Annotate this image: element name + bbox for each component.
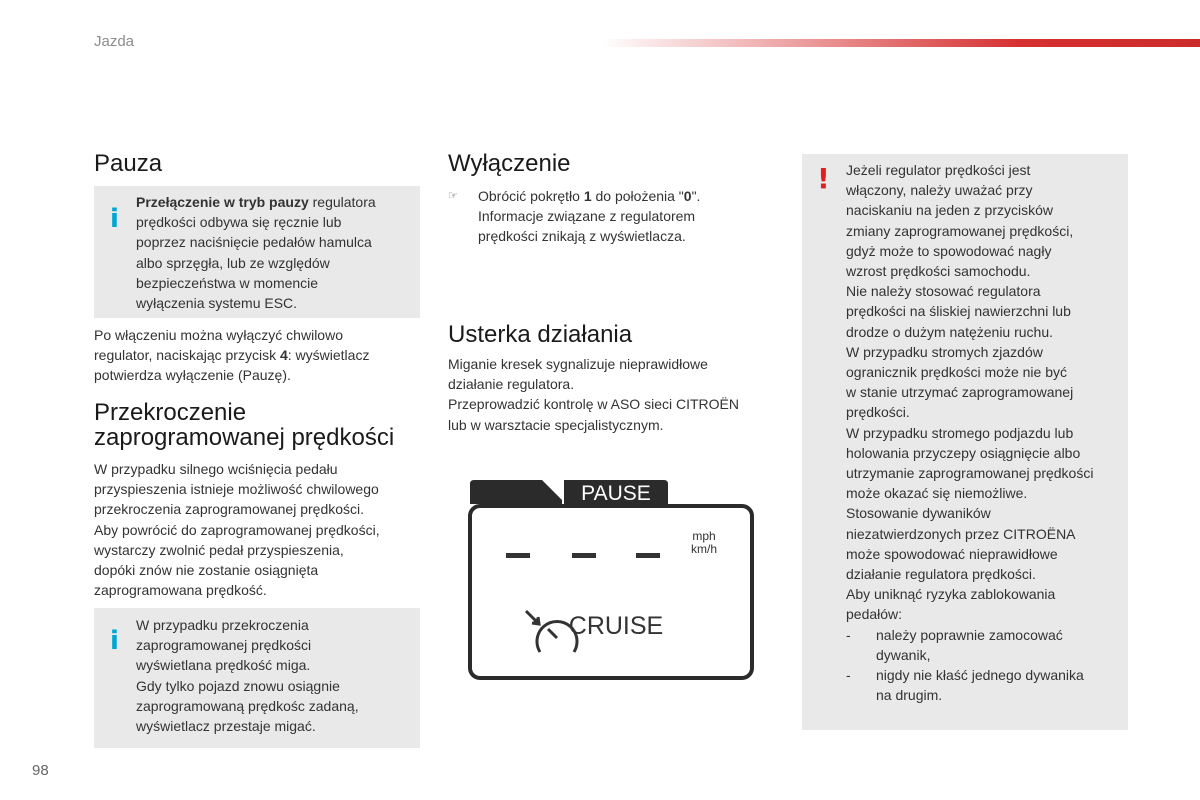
warning-line: może spowodować nieprawidłowe [846, 545, 1058, 562]
text-line: dopóki znów nie zostanie osiągnięta [94, 562, 319, 579]
paragraph-przekroczenie [94, 459, 424, 600]
dash-mark [636, 553, 660, 558]
text-line: lub w warsztacie specjalistycznym. [448, 416, 664, 433]
unit-mph: mph [692, 529, 716, 543]
paragraph-pause [94, 325, 424, 386]
text-line: Informacje związane z regulatorem [478, 208, 696, 225]
text-line: Miganie kresek sygnalizuje nieprawidłowe [448, 356, 708, 372]
warning-line: włączony, należy uważać przy [846, 182, 1033, 199]
display-tab-left [470, 480, 562, 504]
text-span: regulator, naciskając przycisk [94, 347, 280, 364]
warning-line: prędkości. [846, 404, 910, 421]
info-text-overspeed [136, 615, 416, 736]
info-line: bezpieczeństwa w momencie [136, 274, 319, 291]
text-line: potwierdza wyłączenie (Pauzę). [94, 367, 291, 384]
info-line: Gdy tylko pojazd znowu osiągnie [136, 677, 340, 694]
list-line: należy poprawnie zamocować [876, 626, 1063, 643]
info-line: poprzez naciśnięcie pedałów hamulca [136, 234, 372, 251]
text-line: zaprogramowana prędkość. [94, 582, 267, 599]
knob-number: 1 [583, 188, 592, 204]
warning-icon: ! [817, 162, 830, 195]
heading-line: Przekroczenie [94, 399, 247, 426]
warning-line: W przypadku stromych zjazdów [846, 343, 1043, 360]
warning-line: pedałów: [846, 606, 903, 623]
warning-line: drodze o dużym natężeniu ruchu. [846, 323, 1054, 340]
text-line: Przeprowadzić kontrolę w ASO sieci CITROËN [448, 396, 739, 413]
info-box-pause [94, 186, 420, 318]
info-text-pause [136, 192, 416, 313]
info-bold-text: Przełączenie w tryb pauzy [136, 194, 309, 210]
warning-line: zmiany zaprogramowanej prędkości, [846, 222, 1074, 239]
bullet-text [478, 186, 778, 247]
text-line: przyspieszenia istnieje możliwość chwilowego [94, 481, 379, 498]
warning-line: Aby uniknąć ryzyka zablokowania [846, 586, 1056, 603]
header-accent-bar [600, 39, 1200, 47]
page-number: 98 [32, 762, 49, 779]
list-line: dywanik, [876, 646, 931, 663]
text-span: : wyświetlacz [287, 347, 370, 364]
warning-line: w stanie utrzymać zaprogramowanej [846, 384, 1074, 401]
text-line: przekroczenia zaprogramowanej prędkości. [94, 501, 365, 518]
pointing-hand-icon: ☞ [448, 190, 458, 202]
heading-usterka: Usterka działania [448, 321, 633, 348]
info-line: albo sprzęgła, lub ze względów [136, 254, 330, 271]
warning-box [802, 154, 1128, 730]
text-line: prędkości znikają z wyświetlacza. [478, 228, 686, 245]
info-line: W przypadku przekroczenia [136, 617, 309, 633]
text-line: wystarczy zwolnić pedał przyspieszenia, [94, 541, 344, 558]
info-text-rest: regulatora [308, 194, 376, 210]
button-number: 4 [279, 347, 288, 364]
pause-label: PAUSE [581, 482, 651, 505]
text-line: W przypadku silnego wciśnięcia pedału [94, 461, 338, 477]
warning-line: Nie należy stosować regulatora [846, 283, 1041, 300]
warning-line: może okazać się niemożliwe. [846, 485, 1028, 502]
section-title: Jazda [94, 33, 135, 50]
list-line: nigdy nie kłaść jednego dywanika [876, 667, 1084, 684]
info-line: zaprogramowaną prędkośc zadaną, [136, 697, 359, 714]
dash-mark [506, 553, 530, 558]
warning-line: gdyż może to spowodować nagły [846, 242, 1052, 259]
text-line: Po włączeniu można wyłączyć chwilowo [94, 327, 343, 343]
text-line: działanie regulatora. [448, 376, 575, 393]
paragraph-usterka [448, 354, 788, 435]
position-number: 0 [683, 188, 692, 204]
warning-line: naciskaniu na jeden z przycisków [846, 202, 1053, 219]
warning-line: Stosowanie dywaników [846, 505, 991, 522]
warning-line: wzrost prędkości samochodu. [846, 263, 1031, 280]
info-line: wyłączenia systemu ESC. [136, 295, 298, 312]
heading-przekroczenie [94, 400, 394, 450]
unit-kmh: km/h [690, 542, 718, 556]
list-dash: - [846, 667, 851, 684]
info-line: prędkości odbywa się ręcznie lub [136, 214, 342, 231]
warning-line: działanie regulatora prędkości. [846, 566, 1036, 583]
info-line: zaprogramowanej prędkości [136, 637, 312, 654]
cruise-label: CRUISE [568, 612, 664, 640]
list-item [846, 625, 1126, 665]
warning-line: utrzymanie zaprogramowanej prędkości [846, 465, 1094, 482]
info-icon: i [110, 204, 119, 234]
warning-line: holowania przyczepy osiągnięcie albo [846, 444, 1081, 461]
info-line: wyświetlana prędkość miga. [136, 657, 311, 674]
dash-mark [572, 553, 596, 558]
warning-line: W przypadku stromego podjazdu lub [846, 424, 1074, 441]
list-line: na drugim. [876, 687, 943, 704]
cruise-display-graphic [466, 476, 756, 682]
warning-line: niezatwierdzonych przez CITROËNA [846, 525, 1076, 542]
heading-line: zaprogramowanej prędkości [94, 424, 395, 451]
text-line: Aby powrócić do zaprogramowanej prędkości, [94, 521, 380, 538]
warning-line: Jeżeli regulator prędkości jest [846, 162, 1031, 178]
text-span: ". [691, 188, 701, 204]
list-item [846, 665, 1126, 705]
text-span: do położenia " [591, 188, 684, 204]
warning-line: ogranicznik prędkości może nie być [846, 364, 1067, 381]
info-box-overspeed [94, 608, 420, 748]
info-icon: i [110, 626, 119, 656]
text-span: Obrócić pokrętło [478, 188, 584, 204]
heading-wylaczenie: Wyłączenie [448, 150, 571, 177]
heading-pauza: Pauza [94, 150, 163, 177]
warning-line: prędkości na śliskiej nawierzchni lub [846, 303, 1071, 320]
list-dash: - [846, 626, 851, 643]
warning-text [846, 160, 1126, 705]
info-line: wyświetlacz przestaje migać. [136, 718, 316, 735]
